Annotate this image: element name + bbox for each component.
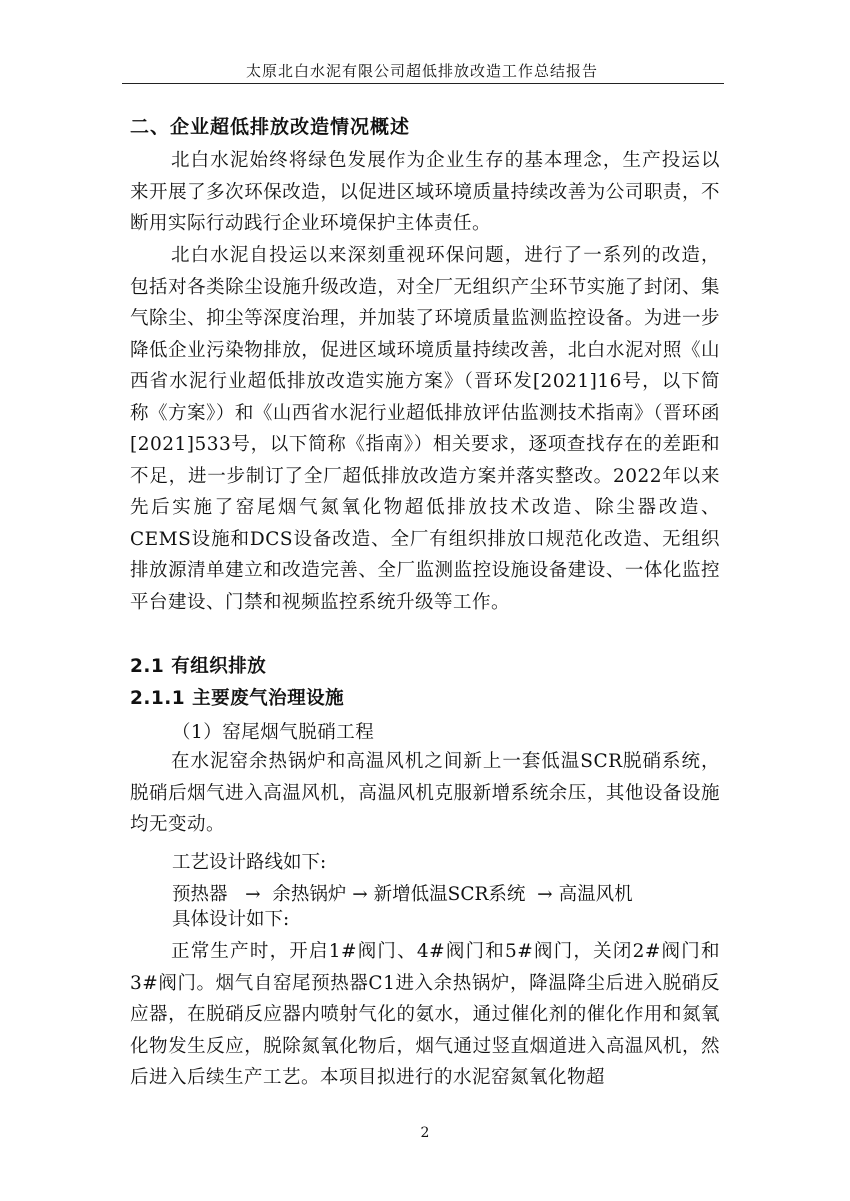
paragraph-design: 正常生产时，开启1#阀门、4#阀门和5#阀门，关闭2#阀门和3#阀门。烟气自窑尾预热器C1进入余热锅炉，降温降尘后进入脱硝反应器，在脱硝反应器内喷射气化的氨水，通过催化剂的催化作用和氮氧化物发生反应，脱除氮氧化物后，烟气通过竖直烟道进入高温风机，然后进入后续生产工艺。本项目拟进行的水泥窑氮氧化物超	[130, 941, 720, 1088]
section-title: 二、企业超低排放改造情况概述	[130, 116, 411, 138]
heading-2-1: 2.1 有组织排放	[130, 656, 267, 677]
paragraph-scr: 在水泥窑余热锅炉和高温风机之间新上一套低温SCR脱硝系统，脱硝后烟气进入高温风机，高温风机克服新增系统余压，其他设备设施均无变动。	[130, 751, 720, 835]
route-label: 工艺设计路线如下:	[172, 852, 327, 873]
paragraph-history: 北白水泥自投运以来深刻重视环保问题，进行了一系列的改造，包括对各类除尘设施升级改造，对全厂无组织产尘环节实施了封闭、集气除尘、抑尘等深度治理，并加装了环境质量监测监控设备。为进一步降低企业污染物排放，促进区域环境质量持续改善，北白水泥对照《山西省水泥行业超低排放改造实施方案》（晋环发[2021]16号，以下简称《方案》）和《山西省水泥行业超低排放评估监测技术指南》（晋环函[2021]533号，以下简称《指南》）相关要求，逐项查找存在的差距和不足，进一步制订了全厂超低排放改造方案并落实整改。2022年以来先后实施了窑尾烟气氮氧化物超低排放技术改造、除尘器改造、CEMS设施和DCS设备改造、全厂有组织排放口规范化改造、无组织排放源清单建立和改造完善、全厂监测监控设施设备建设、一体化监控平台建设、门禁和视频监控系统升级等工作。	[130, 245, 720, 613]
process-route: 预热器 → 余热锅炉 → 新增低温SCR系统 → 高温风机	[172, 884, 633, 905]
paragraph-intro: 北白水泥始终将绿色发展作为企业生存的基本理念，生产投运以来开展了多次环保改造，以促进区域环境质量持续改善为公司职责，不断用实际行动践行企业环境保护主体责任。	[130, 150, 720, 234]
design-label: 具体设计如下:	[172, 909, 290, 930]
heading-2-1-1: 2.1.1 主要废气治理设施	[130, 688, 345, 709]
page-header: 太原北白水泥有限公司超低排放改造工作总结报告	[245, 62, 598, 80]
header-divider	[122, 83, 724, 84]
item-denitration: （1）窑尾烟气脱硝工程	[172, 722, 375, 743]
page-number: 2	[420, 1125, 430, 1141]
